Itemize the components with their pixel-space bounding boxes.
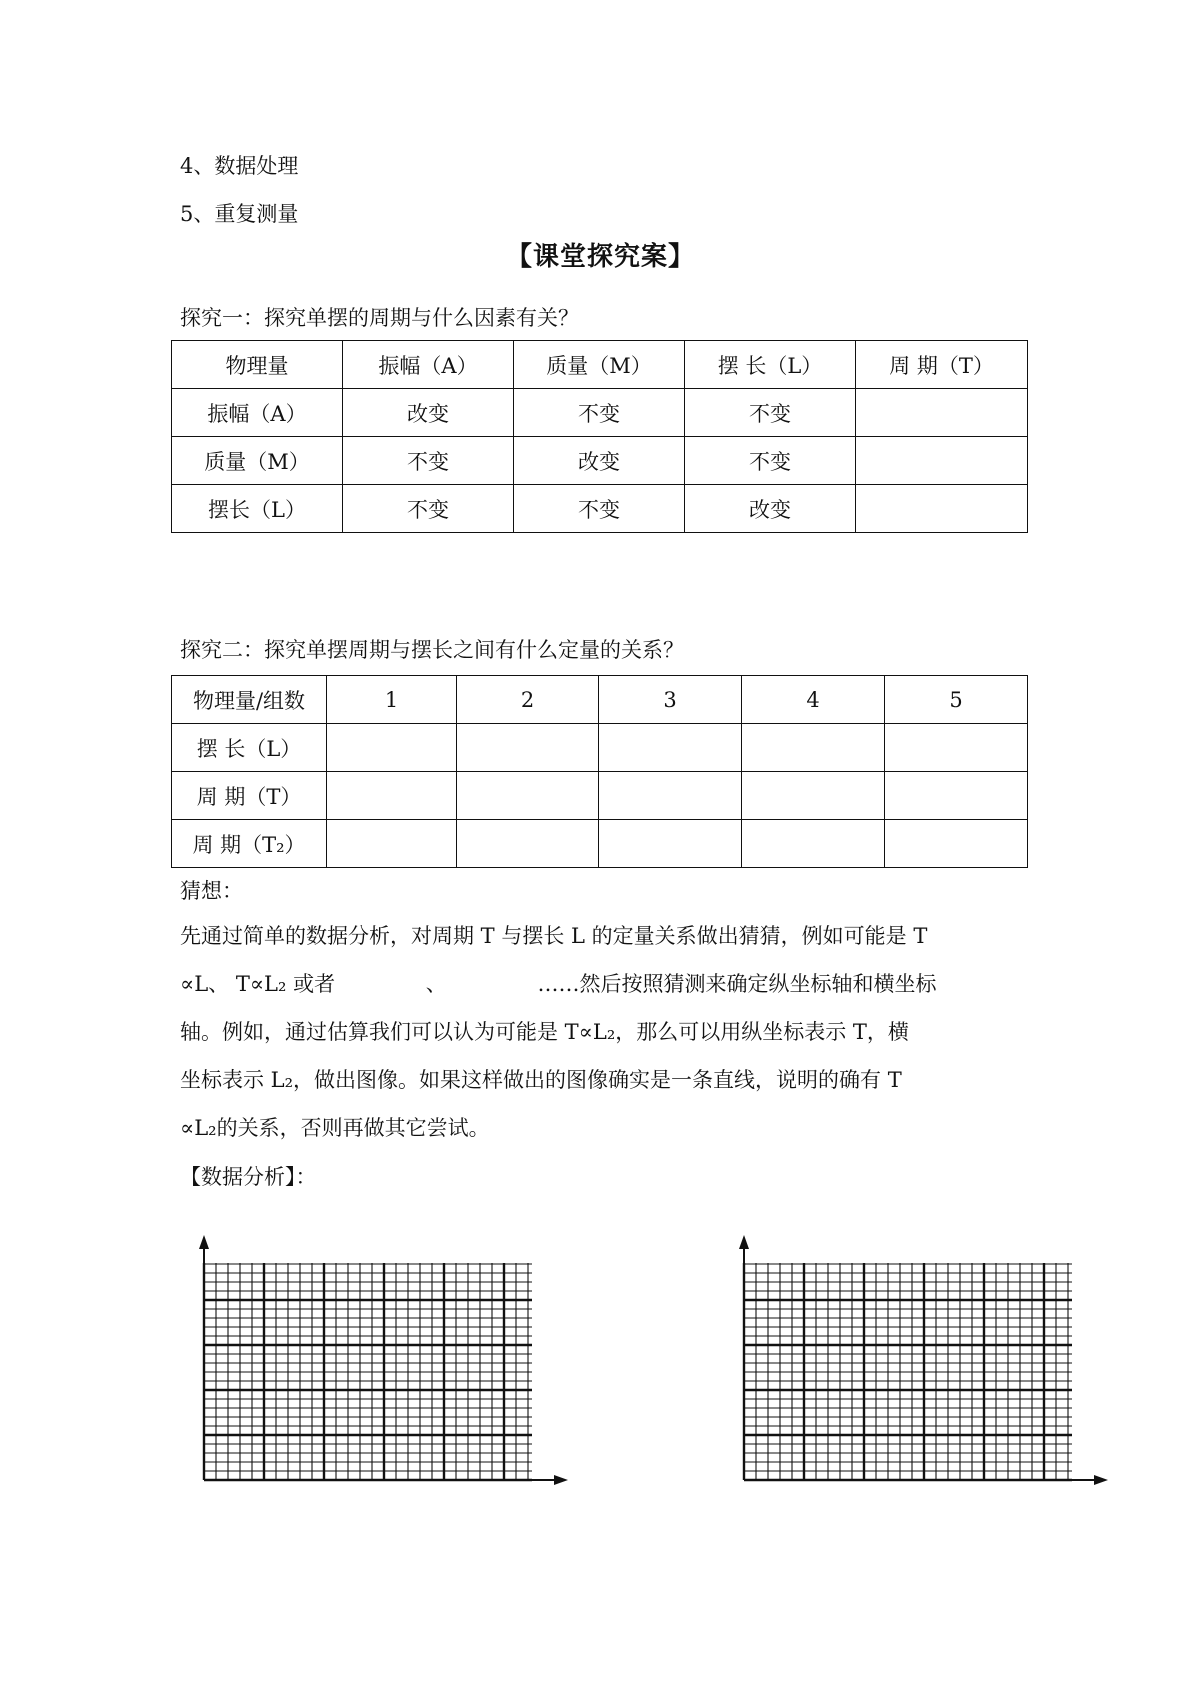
table-row (172, 485, 1028, 533)
header-cell: 物理量/组数 (172, 676, 327, 724)
graph-paper-left[interactable] (190, 1235, 570, 1495)
table-row (172, 772, 1028, 820)
blank-cell[interactable] (742, 820, 885, 868)
step-4: 4、数据处理 (180, 154, 299, 178)
row-label: 质量（M） (172, 437, 343, 485)
blank-cell[interactable] (327, 724, 457, 772)
y-axis-arrow-icon (199, 1235, 209, 1249)
row-label: 周 期（T） (172, 772, 327, 820)
inquiry2-title: 探究二：探究单摆周期与摆长之间有什么定量的关系？ (180, 638, 684, 662)
blank-cell[interactable] (327, 772, 457, 820)
inquiry1-table (171, 340, 1028, 533)
blank-cell[interactable] (885, 820, 1028, 868)
table-cell: 不变 (343, 437, 514, 485)
blank-cell[interactable] (599, 820, 742, 868)
blank-cell[interactable] (457, 772, 599, 820)
analysis-label-text: 【数据分析】： (180, 1165, 317, 1189)
blank-cell[interactable] (885, 772, 1028, 820)
guess-paragraph (180, 912, 1030, 1152)
header-cell: 周 期（T） (856, 341, 1028, 389)
step-5: 5、重复测量 (180, 202, 299, 226)
blank-cell[interactable] (856, 485, 1028, 533)
guess-line: 轴。例如，通过估算我们可以认为可能是 T∝L₂，那么可以用纵坐标表示 T，横 (180, 1020, 909, 1044)
blank-cell[interactable] (457, 820, 599, 868)
blank-cell[interactable] (327, 820, 457, 868)
header-cell: 振幅（A） (343, 341, 514, 389)
blank-cell[interactable] (599, 772, 742, 820)
table-row (172, 389, 1028, 437)
table-row (172, 820, 1028, 868)
blank-cell[interactable] (599, 724, 742, 772)
guess-line: ∝L₂的关系，否则再做其它尝试。 (180, 1116, 490, 1140)
header-cell: 5 (885, 676, 1028, 724)
table-cell: 不变 (685, 437, 856, 485)
header-cell: 2 (457, 676, 599, 724)
x-axis-arrow-icon (554, 1475, 568, 1485)
table-cell: 改变 (685, 485, 856, 533)
table-header-row (172, 341, 1028, 389)
blank-cell[interactable] (856, 389, 1028, 437)
row-label: 周 期（T₂） (172, 820, 327, 868)
section-title: 【课堂探究案】 (506, 242, 696, 272)
row-label: 摆 长（L） (172, 724, 327, 772)
header-cell: 4 (742, 676, 885, 724)
row-label: 摆长（L） (172, 485, 343, 533)
guess-line: 坐标表示 L₂，做出图像。如果这样做出的图像确实是一条直线，说明的确有 T (180, 1068, 902, 1092)
blank-cell[interactable] (742, 724, 885, 772)
table-row (172, 724, 1028, 772)
header-cell: 3 (599, 676, 742, 724)
header-cell: 质量（M） (514, 341, 685, 389)
header-cell: 摆 长（L） (685, 341, 856, 389)
row-label: 振幅（A） (172, 389, 343, 437)
inquiry2-table (171, 675, 1028, 868)
blank-cell[interactable] (457, 724, 599, 772)
inquiry1-title: 探究一：探究单摆的周期与什么因素有关？ (180, 306, 579, 330)
blank-cell[interactable] (742, 772, 885, 820)
header-cell: 物理量 (172, 341, 343, 389)
table-cell: 不变 (343, 485, 514, 533)
guess-line: ∝L、 T∝L₂ 或者 、 ……然后按照猜测来确定纵坐标轴和横坐标 (180, 972, 937, 996)
table-row (172, 437, 1028, 485)
table-cell: 不变 (514, 485, 685, 533)
header-cell: 1 (327, 676, 457, 724)
graph-paper-right[interactable] (730, 1235, 1110, 1495)
y-axis-arrow-icon (739, 1235, 749, 1249)
blank-cell[interactable] (885, 724, 1028, 772)
guess-label: 猜想： (180, 879, 243, 903)
table-cell: 改变 (514, 437, 685, 485)
table-cell: 不变 (514, 389, 685, 437)
x-axis-arrow-icon (1094, 1475, 1108, 1485)
table-cell: 不变 (685, 389, 856, 437)
blank-cell[interactable] (856, 437, 1028, 485)
table-header-row (172, 676, 1028, 724)
table-cell: 改变 (343, 389, 514, 437)
guess-line: 先通过简单的数据分析，对周期 T 与摆长 L 的定量关系做出猜猜，例如可能是 T (180, 924, 928, 948)
